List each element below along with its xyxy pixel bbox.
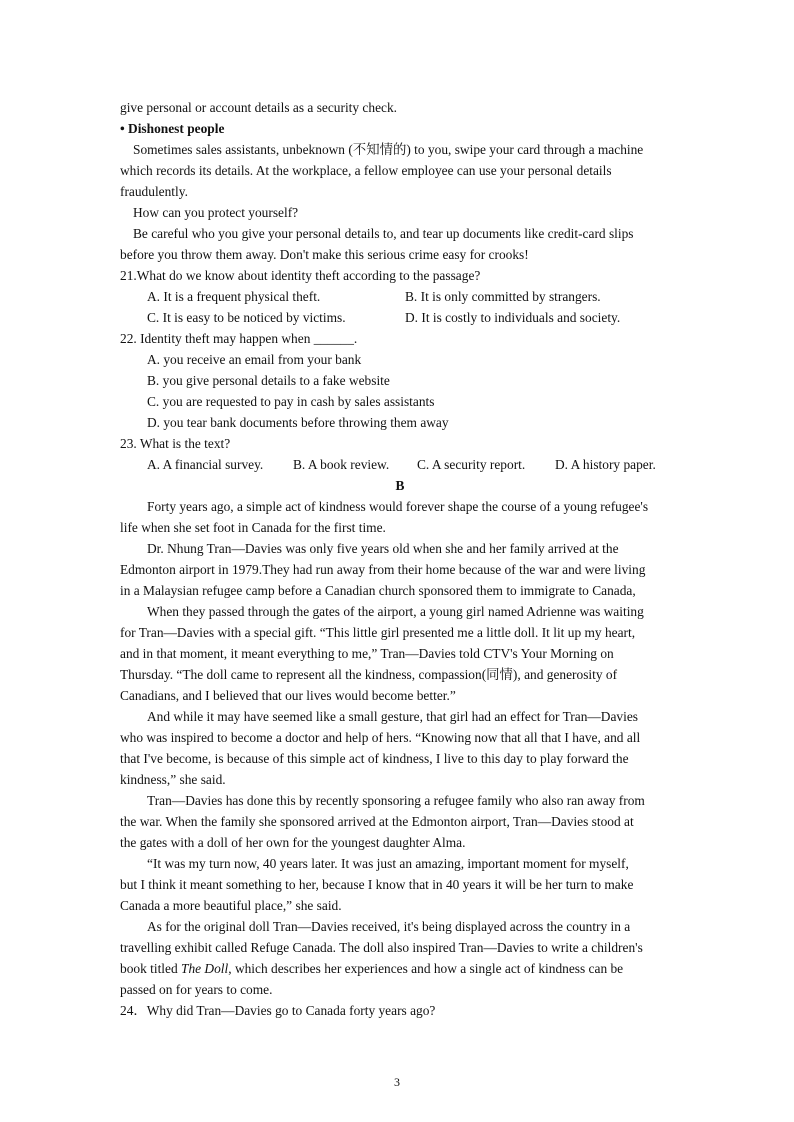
text-line: for Tran—Davies with a special gift. “This little girl presented me a little doll. It lit up my heart, (120, 625, 636, 640)
section-heading-dishonest-people: • Dishonest people (120, 121, 225, 136)
text-line: the war. When the family she sponsored arrived at the Edmonton airport, Tran—Davies stood at (120, 814, 634, 829)
page-number: 3 (394, 1075, 400, 1089)
question-23-option-b: B. A book review. (293, 457, 390, 472)
question-23-stem: 23. What is the text? (120, 436, 231, 451)
text-line: As for the original doll Tran—Davies received, it's being displayed across the country in a (147, 919, 631, 934)
text-line: travelling exhibit called Refuge Canada. The doll also inspired Tran—Davies to write a children's (120, 940, 643, 955)
text-line: fraudulently. (120, 184, 188, 199)
question-21-stem: 21.What do we know about identity theft according to the passage? (120, 268, 481, 283)
text-line: When they passed through the gates of the airport, a young girl named Adrienne was waiting (147, 604, 644, 619)
text-line-book-title (120, 958, 680, 979)
text-line: who was inspired to become a doctor and help of hers. “Knowing now that all that I have, and all (120, 730, 641, 745)
text-line: in a Malaysian refugee camp before a Canadian church sponsored them to immigrate to Canada, (120, 583, 636, 598)
text-line: life when she set foot in Canada for the first time. (120, 520, 386, 535)
page-content (120, 97, 680, 1021)
text-line: How can you protect yourself? (133, 205, 299, 220)
question-21-options-row-1 (120, 286, 680, 307)
text-line: kindness,” she said. (120, 772, 226, 787)
question-22-option-c: C. you are requested to pay in cash by sales assistants (147, 394, 435, 409)
question-23-option-d: D. A history paper. (555, 457, 656, 472)
question-22-option-b: B. you give personal details to a fake website (147, 373, 390, 388)
question-21-option-c: C. It is easy to be noticed by victims. (147, 310, 346, 325)
text-line: Edmonton airport in 1979.They had run away from their home because of the war and were living (120, 562, 646, 577)
text-line: which records its details. At the workplace, a fellow employee can use your personal details (120, 163, 612, 178)
text-line: Forty years ago, a simple act of kindness would forever shape the course of a young refugee's (147, 499, 649, 514)
text-line: Tran—Davies has done this by recently sponsoring a refugee family who also ran away from (147, 793, 645, 808)
question-21-option-a: A. It is a frequent physical theft. (147, 289, 321, 304)
question-23-option-a: A. A financial survey. (147, 457, 264, 472)
book-line-post: , which describes her experiences and how a single act of kindness can be (228, 961, 624, 976)
text-line: Be careful who you give your personal details to, and tear up documents like credit-card slips (133, 226, 634, 241)
text-line: that I've become, is because of this simple act of kindness, I live to this day to play forward the (120, 751, 629, 766)
text-line: the gates with a doll of her own for the youngest daughter Alma. (120, 835, 466, 850)
text-line: And while it may have seemed like a small gesture, that girl had an effect for Tran—Davies (147, 709, 638, 724)
text-line: Thursday. “The doll came to represent all the kindness, compassion(同情), and generosity of (120, 667, 618, 682)
question-22-option-a: A. you receive an email from your bank (147, 352, 362, 367)
question-22-stem: 22. Identity theft may happen when ______. (120, 331, 358, 346)
text-line: passed on for years to come. (120, 982, 273, 997)
question-21-option-d: D. It is costly to individuals and society. (405, 310, 621, 325)
question-24-stem: 24．Why did Tran—Davies go to Canada forty years ago? (120, 1003, 436, 1018)
question-23-option-c: C. A security report. (417, 457, 526, 472)
question-21-options-row-2 (120, 307, 680, 328)
text-line: Dr. Nhung Tran—Davies was only five years old when she and her family arrived at the (147, 541, 619, 556)
section-b-heading: B (395, 478, 405, 493)
text-line: and in that moment, it meant everything to me,” Tran—Davies told CTV's Your Morning on (120, 646, 614, 661)
text-line: before you throw them away. Don't make this serious crime easy for crooks! (120, 247, 529, 262)
book-line-pre: book titled (120, 961, 181, 976)
text-line: give personal or account details as a security check. (120, 100, 397, 115)
text-line: Sometimes sales assistants, unbeknown (不知情的) to you, swipe your card through a machine (133, 142, 644, 157)
text-line: Canadians, and I believed that our lives would become better.” (120, 688, 456, 703)
text-line: Canada a more beautiful place,” she said. (120, 898, 342, 913)
question-23-options (120, 454, 680, 475)
book-title: The Doll (181, 961, 229, 976)
question-21-option-b: B. It is only committed by strangers. (405, 289, 601, 304)
text-line: “It was my turn now, 40 years later. It was just an amazing, important moment for myself, (147, 856, 629, 871)
text-line: but I think it meant something to her, because I know that in 40 years it will be her turn to make (120, 877, 634, 892)
question-22-option-d: D. you tear bank documents before throwing them away (147, 415, 449, 430)
